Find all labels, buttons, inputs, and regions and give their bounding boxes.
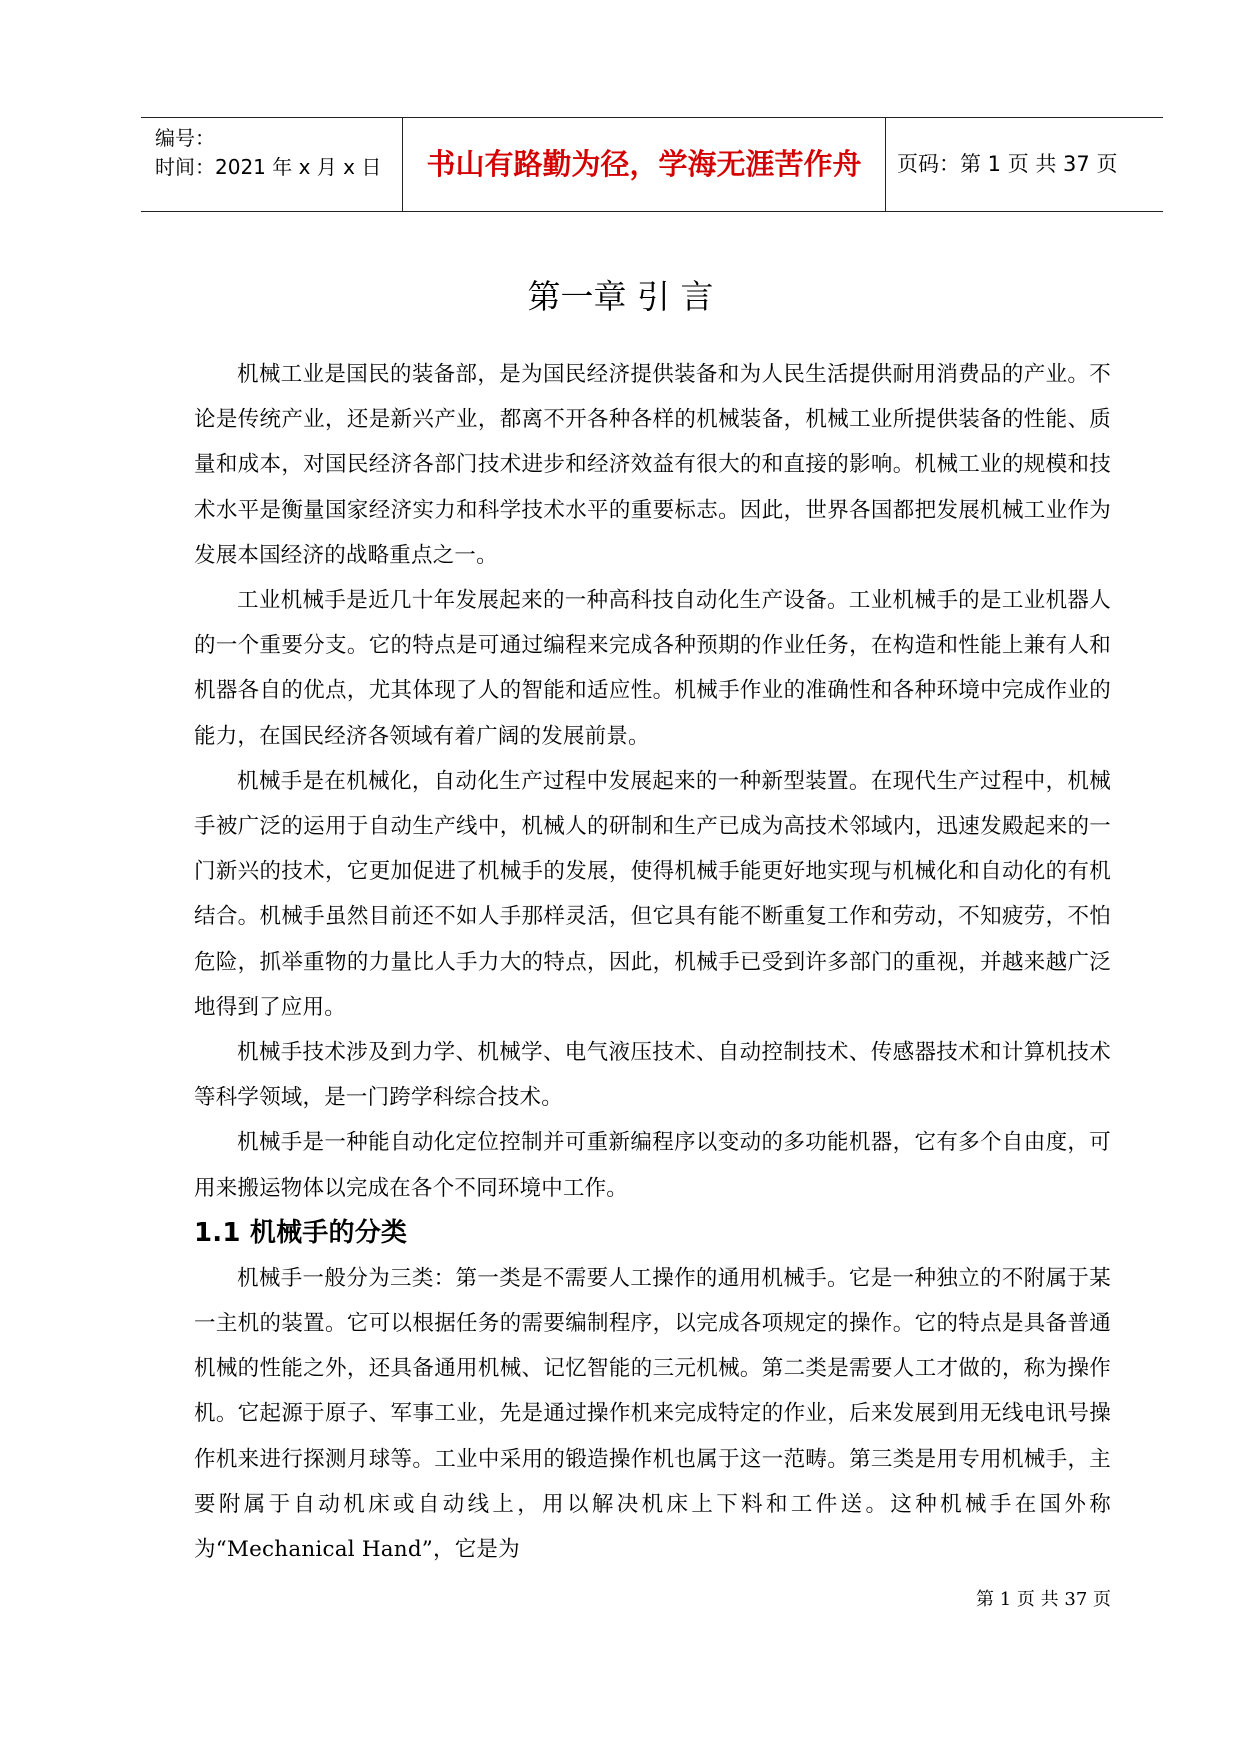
paragraph: 工业机械手是近几十年发展起来的一种高科技自动化生产设备。工业机械手的是工业机器人的一个重要分支。它的特点是可通过编程来完成各种预期的作业任务，在构造和性能上兼有人和机器各自的优点，尤其体现了人的智能和适应性。机械手作业的准确性和各种环境中完成作业的能力，在国民经济各领域有着广阔的发展前景。 — [194, 588, 1111, 749]
header-divider-right — [885, 118, 886, 211]
paragraph: 机械工业是国民的装备部，是为国民经济提供装备和为人民生活提供耐用消费品的产业。不论是传统产业，还是新兴产业，都离不开各种各样的机械装备，机械工业所提供装备的性能、质量和成本，对国民经济各部门技术进步和经济效益有很大的和直接的影响。机械工业的规模和技术水平是衡量国家经济实力和科学技术水平的重要标志。因此，世界各国都把发展机械工业作为发展本国经济的战略重点之一。 — [194, 362, 1111, 568]
paragraph: 机械手技术涉及到力学、机械学、电气液压技术、自动控制技术、传感器技术和计算机技术等科学领域，是一门跨学科综合技术。 — [194, 1040, 1111, 1111]
header-motto: 书山有路勤为径，学海无涯苦作舟 — [426, 147, 862, 181]
chapter-body — [194, 352, 1111, 1572]
chapter-title: 第一章 引 言 — [527, 277, 714, 316]
section-heading: 1.1 机械手的分类 — [194, 1217, 408, 1248]
page-footer: 第 1 页 共 37 页 — [976, 1589, 1111, 1610]
header-meta — [155, 124, 405, 182]
document-time-label: 时间：2021 年 x 月 x 日 — [155, 155, 382, 179]
page-header — [141, 117, 1163, 212]
paragraph: 机械手一般分为三类：第一类是不需要人工操作的通用机械手。它是一种独立的不附属于某一主机的装置。它可以根据任务的需要编制程序，以完成各项规定的操作。它的特点是具备普通机械的性能之外，还具备通用机械、记忆智能的三元机械。第二类是需要人工才做的，称为操作机。它起源于原子、军事工业，先是通过操作机来完成特定的作业，后来发展到用无线电讯号操作机来进行探测月球等。工业中采用的锻造操作机也属于这一范畴。第三类是用专用机械手，主要附属于自动机床或自动线上，用以解决机床上下料和工件送。这种机械手在国外称为“Mechanical Hand”，它是为 — [194, 1265, 1111, 1563]
document-number-label: 编号： — [155, 126, 215, 150]
header-page-info: 页码：第 1 页 共 37 页 — [897, 152, 1118, 176]
paragraph: 机械手是在机械化，自动化生产过程中发展起来的一种新型装置。在现代生产过程中，机械手被广泛的运用于自动生产线中，机械人的研制和生产已成为高技术邻域内，迅速发殿起来的一门新兴的技术，它更加促进了机械手的发展，使得机械手能更好地实现与机械化和自动化的有机结合。机械手虽然目前还不如人手那样灵活，但它具有能不断重复工作和劳动，不知疲劳，不怕危险，抓举重物的力量比人手力大的特点，因此，机械手已受到许多部门的重视，并越来越广泛地得到了应用。 — [194, 768, 1111, 1020]
paragraph: 机械手是一种能自动化定位控制并可重新编程序以变动的多功能机器，它有多个自由度，可用来搬运物体以完成在各个不同环境中工作。 — [194, 1130, 1111, 1201]
